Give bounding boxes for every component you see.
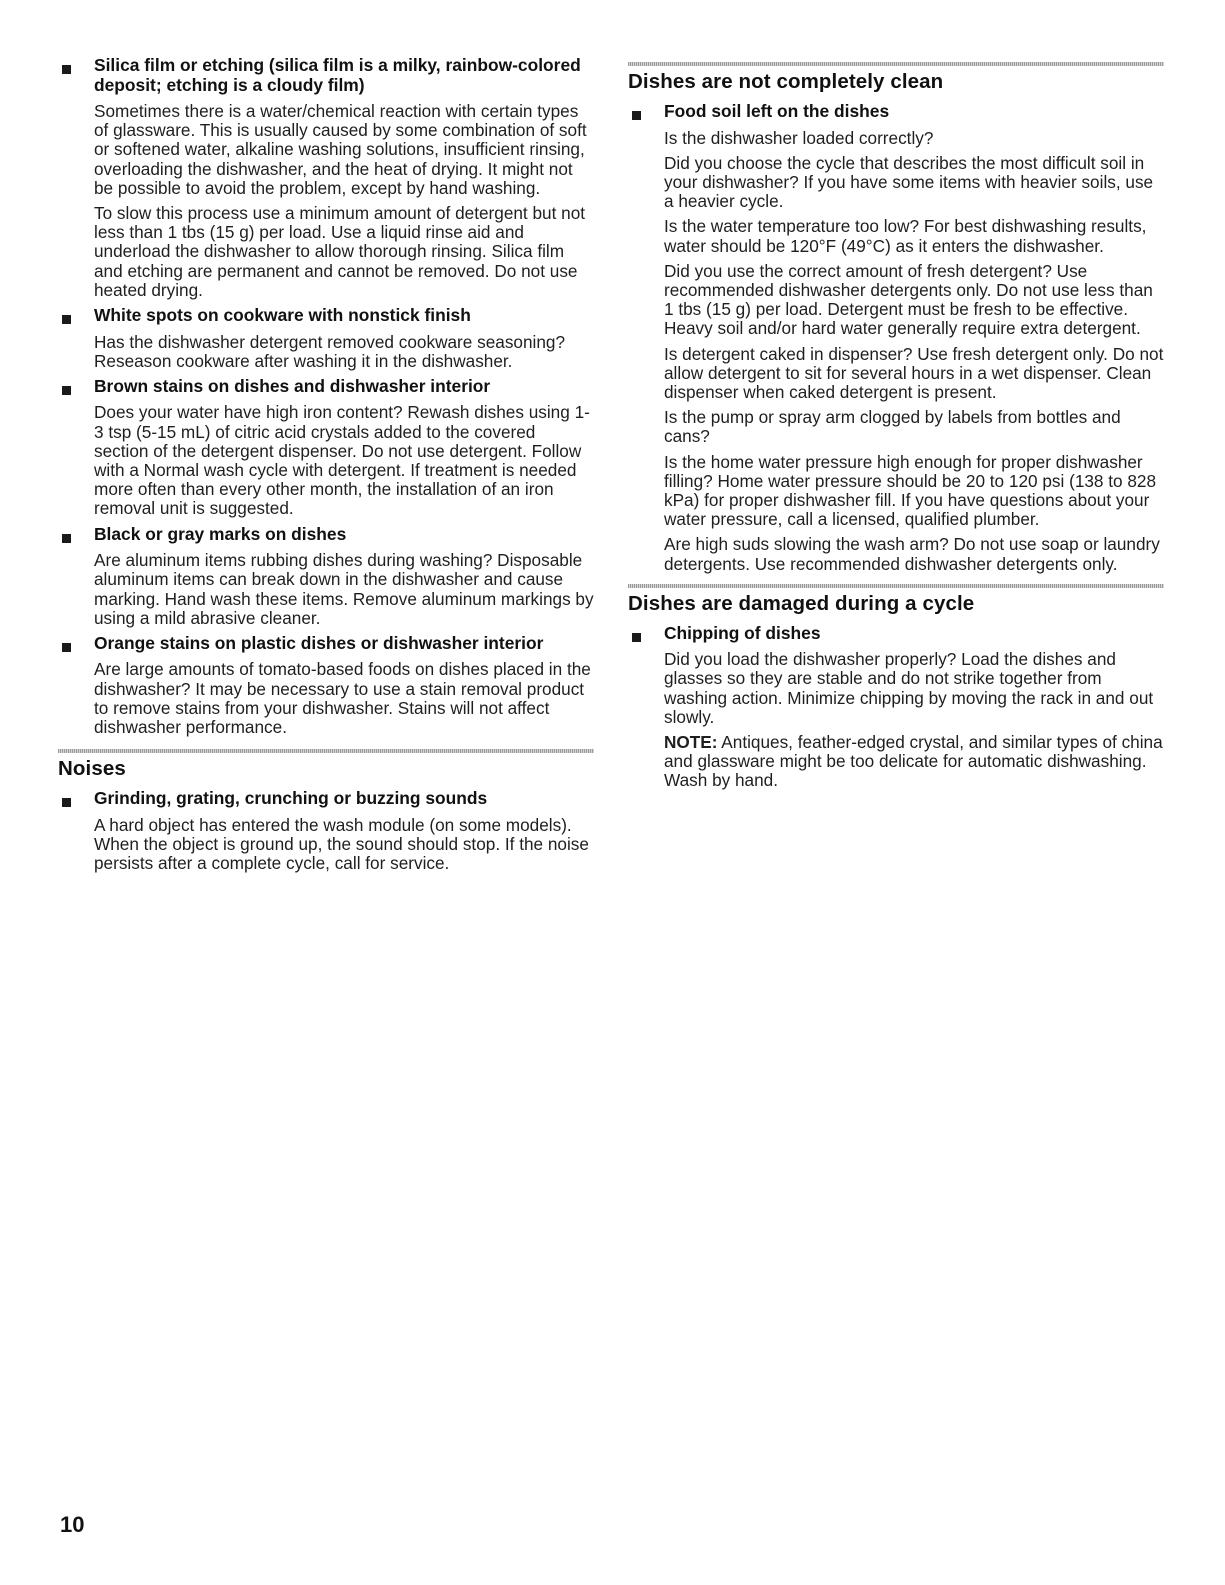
troubleshoot-item-chipping bbox=[628, 624, 1164, 791]
square-bullet-icon bbox=[62, 798, 71, 807]
item-paragraph: Has the dishwasher detergent removed cookware seasoning? Reseason cookware after washing it in the dishwasher. bbox=[94, 331, 566, 371]
troubleshoot-item-orange-stains bbox=[58, 634, 594, 737]
item-title: Brown stains on dishes and dishwasher interior bbox=[94, 375, 491, 396]
item-paragraph: Sometimes there is a water/chemical reaction with certain types of glassware. This is usually caused by some combination of soft or softened water, alkaline washing solutions, insufficient rinsing, overloading the dishwasher, and the heat of drying. It might not be possible to avoid the problem, except by hand washing. bbox=[94, 101, 587, 198]
right-column bbox=[628, 62, 1164, 797]
item-paragraph: Is the dishwasher loaded correctly? bbox=[664, 127, 934, 148]
section-divider bbox=[628, 62, 1164, 66]
item-title: Chipping of dishes bbox=[664, 622, 821, 643]
item-paragraph: A hard object has entered the wash module (on some models). When the object is ground up, the sound should stop. If the noise persists after a complete cycle, call for service. bbox=[94, 814, 589, 874]
item-paragraph: Did you choose the cycle that describes the most difficult soil in your dishwasher? If you have some items with heavier soils, use a heavier cycle. bbox=[664, 152, 1154, 212]
square-bullet-icon bbox=[632, 633, 641, 642]
section-heading: Dishes are damaged during a cycle bbox=[628, 591, 975, 615]
item-paragraph: Did you use the correct amount of fresh detergent? Use recommended dishwasher detergents only. Do not use less than 1 tbs (15 g) per load. Detergent must be fresh to be effective. Heavy soil and/or hard water generally require extra detergent. bbox=[664, 260, 1153, 339]
item-paragraph: Is the pump or spray arm clogged by labels from bottles and cans? bbox=[664, 407, 1121, 447]
section-noises bbox=[58, 749, 594, 873]
troubleshoot-item-brown-stains bbox=[58, 377, 594, 519]
note-label: NOTE: bbox=[664, 732, 718, 753]
square-bullet-icon bbox=[62, 386, 71, 395]
troubleshoot-item-silica bbox=[58, 56, 594, 300]
item-paragraph: Is detergent caked in dispenser? Use fresh detergent only. Do not allow detergent to sit for several hours in a wet dispenser. Clean dispenser when caked detergent is present. bbox=[664, 343, 1164, 402]
square-bullet-icon bbox=[62, 315, 71, 324]
section-heading: Dishes are not completely clean bbox=[628, 70, 944, 93]
item-paragraph: Are high suds slowing the wash arm? Do not use soap or laundry detergents. Use recommended dishwasher detergents only. bbox=[664, 534, 1160, 574]
item-title: White spots on cookware with nonstick finish bbox=[94, 305, 471, 326]
note-text: Antiques, feather-edged crystal, and similar types of china and glassware might be too delicate for automatic dishwashing. Wash by hand. bbox=[664, 732, 1163, 791]
left-column bbox=[58, 56, 594, 879]
item-title: Silica film or etching (silica film is a milky, rainbow-colored deposit; etching is a cloudy film) bbox=[94, 55, 581, 95]
square-bullet-icon bbox=[62, 534, 71, 543]
square-bullet-icon bbox=[62, 643, 71, 652]
section-heading: Noises bbox=[58, 757, 126, 781]
square-bullet-icon bbox=[632, 111, 641, 120]
item-title: Grinding, grating, crunching or buzzing sounds bbox=[94, 788, 488, 809]
item-paragraph: Does your water have high iron content? Rewash dishes using 1-3 tsp (5-15 mL) of citric acid crystals added to the covered section of the detergent dispenser. Do not use detergent. Follow with a Normal wash cycle with detergent. If treatment is needed more often than every other month, the installation of an iron removal unit is suggested. bbox=[94, 402, 590, 519]
item-paragraph: Are large amounts of tomato-based foods on dishes placed in the dishwasher? It may be necessary to use a stain removal product to remove stains from your dishwasher. Stains will not affect dishwasher performance. bbox=[94, 659, 591, 738]
troubleshoot-item-grinding bbox=[58, 789, 594, 873]
item-paragraph: Did you load the dishwasher properly? Load the dishes and glasses so they are stable and do not strike together from washing action. Minimize chipping by moving the rack in and out slowly. bbox=[664, 649, 1154, 727]
section-divider bbox=[628, 584, 1164, 588]
section-not-clean bbox=[628, 62, 1164, 574]
section-divider bbox=[58, 749, 594, 753]
troubleshoot-item-black-marks bbox=[58, 525, 594, 628]
item-title: Food soil left on the dishes bbox=[664, 101, 890, 121]
item-paragraph: Are aluminum items rubbing dishes during washing? Disposable aluminum items can break down in the dishwasher and cause marking. Hand wash these items. Remove aluminum markings by using a mild abrasive cleaner. bbox=[94, 550, 594, 628]
troubleshoot-item-white-spots bbox=[58, 306, 594, 371]
troubleshoot-item-food-soil bbox=[628, 102, 1164, 574]
item-title: Black or gray marks on dishes bbox=[94, 523, 347, 544]
section-damaged bbox=[628, 584, 1164, 791]
item-paragraph: Is the water temperature too low? For best dishwashing results, water should be 120°F (49°C) as it enters the dishwasher. bbox=[664, 216, 1147, 256]
item-paragraph: Is the home water pressure high enough for proper dishwasher filling? Home water pressure should be 20 to 120 psi (138 to 828 kPa) for proper dishwasher fill. If you have questions about your water pressure, call a licensed, qualified plumber. bbox=[664, 451, 1157, 530]
item-paragraph: To slow this process use a minimum amount of detergent but not less than 1 tbs (15 g) per load. Use a liquid rinse aid and underload the dishwasher to allow thorough rinsing. Silica film and etching are permanent and cannot be removed. Do not use heated drying. bbox=[94, 203, 586, 300]
square-bullet-icon bbox=[62, 65, 71, 74]
note-paragraph bbox=[664, 733, 1164, 791]
page-number: 10 bbox=[60, 1512, 85, 1537]
item-title: Orange stains on plastic dishes or dishwasher interior bbox=[94, 632, 544, 653]
